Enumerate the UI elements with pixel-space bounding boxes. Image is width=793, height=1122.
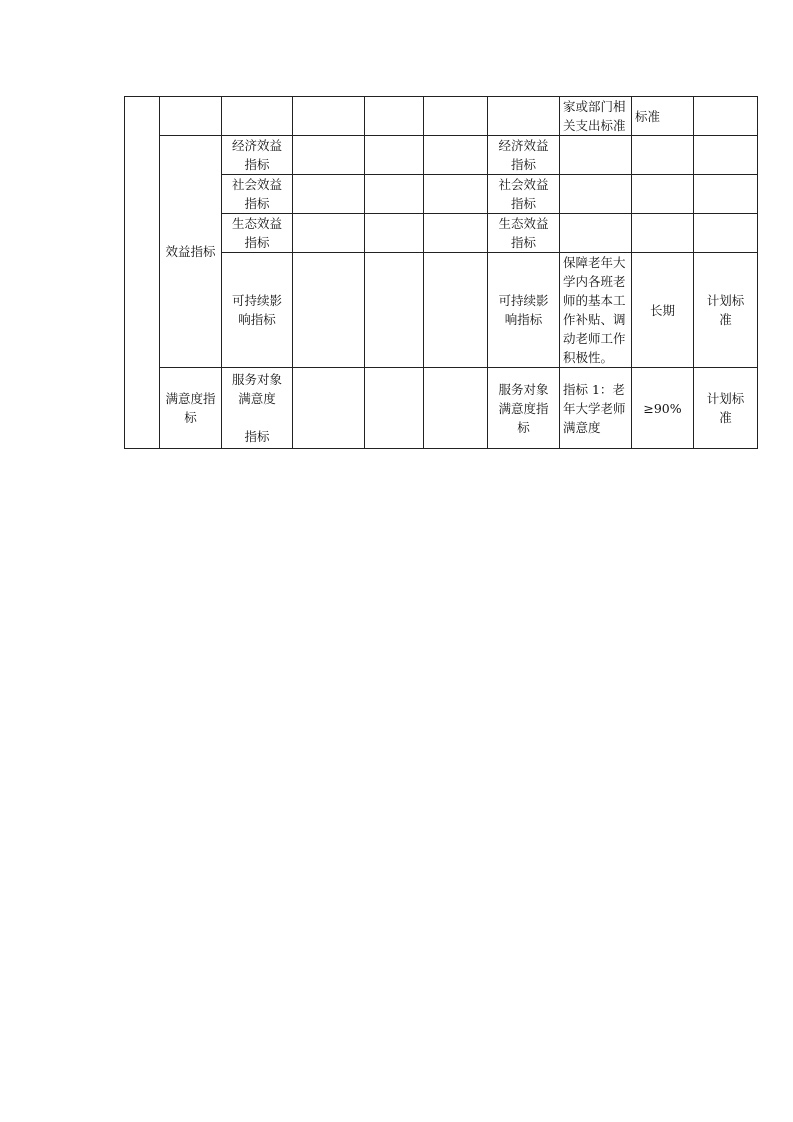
indicator-basis-cell: 计划标 准 bbox=[694, 368, 758, 449]
empty-cell bbox=[293, 253, 365, 368]
indicator-name-repeat-cell: 生态效益 指标 bbox=[488, 214, 560, 253]
empty-cell bbox=[293, 175, 365, 214]
benefit-category-label: 效益指标 bbox=[160, 136, 222, 368]
empty-cell bbox=[293, 368, 365, 449]
indicator-basis-cell bbox=[694, 214, 758, 253]
indicator-name-cell: 可持续影 响指标 bbox=[222, 253, 293, 368]
indicator-content-cell bbox=[560, 175, 632, 214]
empty-cell bbox=[424, 136, 488, 175]
indicator-name-cell: 社会效益 指标 bbox=[222, 175, 293, 214]
empty-cell bbox=[424, 368, 488, 449]
empty-cell bbox=[293, 214, 365, 253]
indicator-name-repeat-cell bbox=[488, 97, 560, 136]
table-row bbox=[125, 368, 758, 449]
indicator-value-cell bbox=[632, 175, 694, 214]
table-row bbox=[125, 136, 758, 175]
indicator-name-cell: 生态效益 指标 bbox=[222, 214, 293, 253]
empty-cell bbox=[365, 253, 424, 368]
indicator-basis-cell bbox=[694, 136, 758, 175]
indicator-name-repeat-cell: 经济效益 指标 bbox=[488, 136, 560, 175]
indicator-value-cell bbox=[632, 136, 694, 175]
empty-cell bbox=[293, 97, 365, 136]
table-row bbox=[125, 97, 758, 136]
empty-cell bbox=[424, 214, 488, 253]
indicator-value-cell: 长期 bbox=[632, 253, 694, 368]
satisfaction-category-label: 满意度指 标 bbox=[160, 368, 222, 449]
indicator-name-cell: 服务对象 满意度 指标 bbox=[222, 368, 293, 449]
indicator-content-cell bbox=[560, 136, 632, 175]
empty-cell bbox=[365, 214, 424, 253]
empty-cell bbox=[365, 368, 424, 449]
performance-indicator-table bbox=[124, 96, 758, 449]
indicator-basis-cell: 计划标 准 bbox=[694, 253, 758, 368]
indicator-value-cell: 标准 bbox=[632, 97, 694, 136]
indicator-name-repeat-cell: 可持续影 响指标 bbox=[488, 253, 560, 368]
indicator-name-cell: 经济效益 指标 bbox=[222, 136, 293, 175]
empty-cell bbox=[293, 136, 365, 175]
empty-cell bbox=[424, 97, 488, 136]
indicator-content-cell: 保障老年大 学内各班老 师的基本工 作补贴、调 动老师工作 积极性。 bbox=[560, 253, 632, 368]
category-cell bbox=[160, 97, 222, 136]
indicator-content-cell bbox=[560, 214, 632, 253]
indicator-name-repeat-cell: 社会效益 指标 bbox=[488, 175, 560, 214]
indicator-basis-cell bbox=[694, 97, 758, 136]
indicator-content-cell: 家或部门相 关支出标准 bbox=[560, 97, 632, 136]
indicator-name-cell bbox=[222, 97, 293, 136]
empty-cell bbox=[424, 253, 488, 368]
empty-cell bbox=[365, 97, 424, 136]
indicator-value-cell: ≥90% bbox=[632, 368, 694, 449]
empty-cell bbox=[424, 175, 488, 214]
indicator-basis-cell bbox=[694, 175, 758, 214]
indicator-name-repeat-cell: 服务对象 满意度指 标 bbox=[488, 368, 560, 449]
indicator-content-cell: 指标 1：老 年大学老师 满意度 bbox=[560, 368, 632, 449]
empty-cell bbox=[365, 136, 424, 175]
outer-left-cell bbox=[125, 97, 160, 449]
empty-cell bbox=[365, 175, 424, 214]
indicator-value-cell bbox=[632, 214, 694, 253]
